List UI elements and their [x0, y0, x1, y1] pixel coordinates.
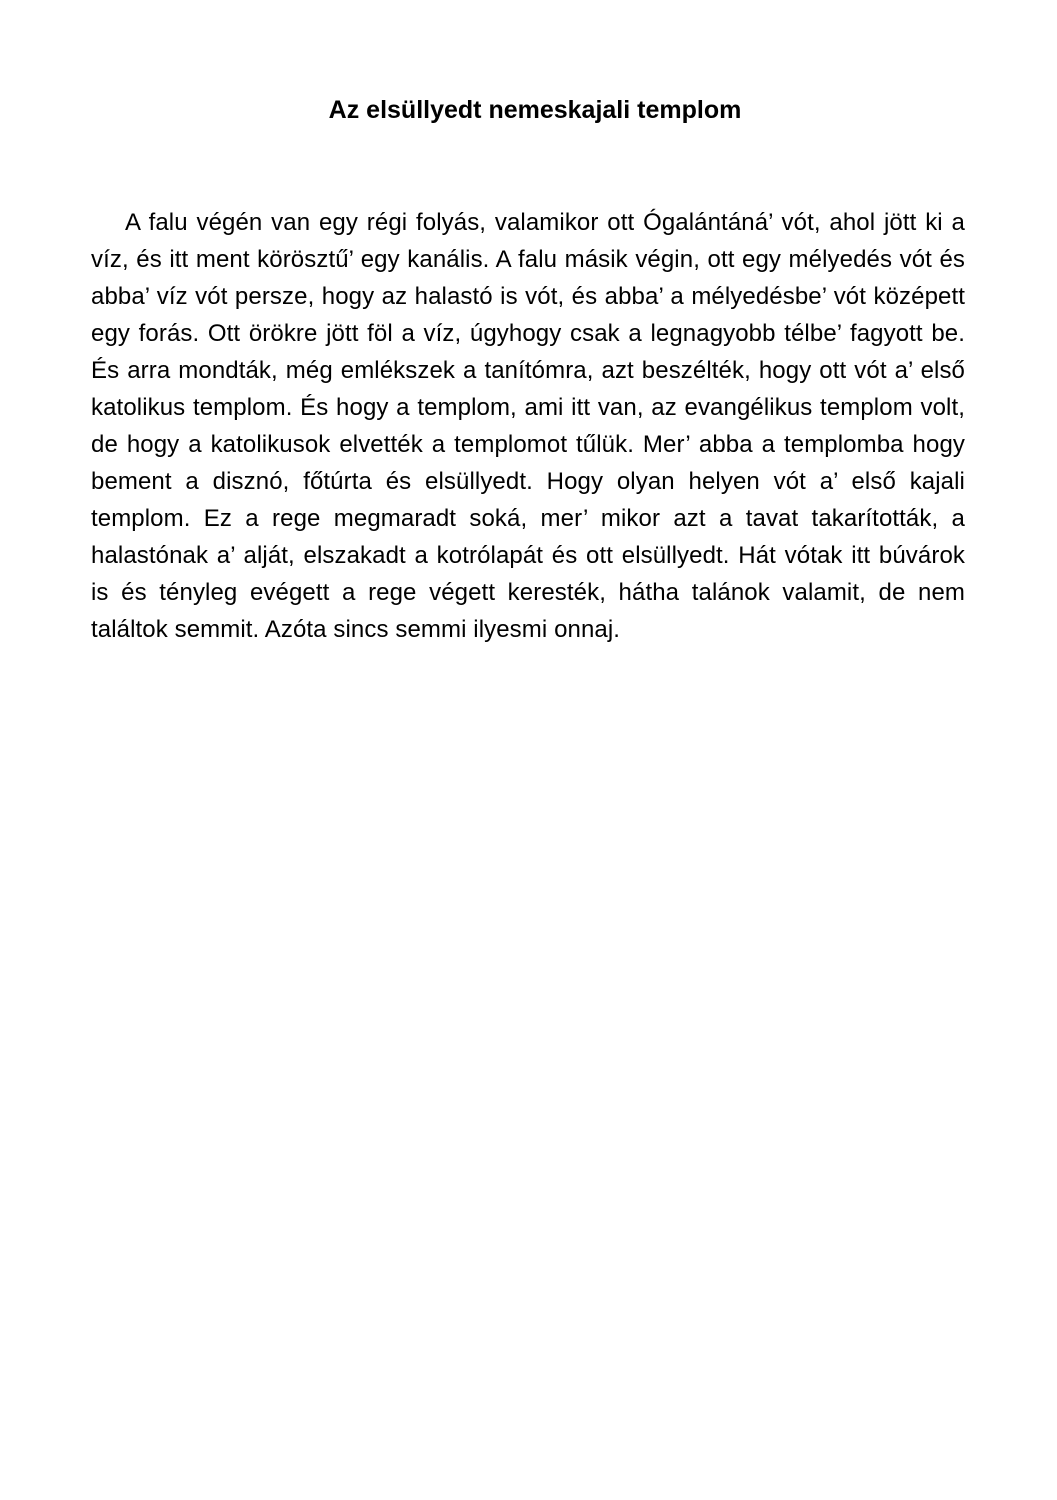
document-title: Az elsüllyedt nemeskajali templom: [328, 96, 742, 124]
document-paragraph: A falu végén van egy régi folyás, valamikor ott Ógalántáná’ vót, ahol jött ki a víz, és itt ment körösztű’ egy kanális. A falu másik végin, ott egy mélyedés vót és abba’ víz vót persze, hogy az halastó is vót, és abba’ a mélyedésbe’ vót középett egy forás. Ott örökre jött föl a víz, úgyhogy csak a legnagyobb télbe’ fagyott be. És arra mondták, még emlékszek a tanítómra, azt beszélték, hogy ott vót a’ első katolikus templom. És hogy a templom, ami itt van, az evangélikus templom volt, de hogy a katolikusok elvették a templomot tűlük. Mer’ abba a templomba hogy bement a disznó, főtúrta és elsüllyedt. Hogy olyan helyen vót a’ első kajali templom. Ez a rege megmaradt soká, mer’ mikor azt a tavat takarították, a halastónak a’ alját, elszakadt a kotrólapát és ott elsüllyedt. Hát vótak itt búvárok is és tényleg evégett a rege végett keresték, hátha talánok valamit, de nem találtok semmit. Azóta sincs semmi ilyesmi onnaj.: [91, 209, 965, 643]
